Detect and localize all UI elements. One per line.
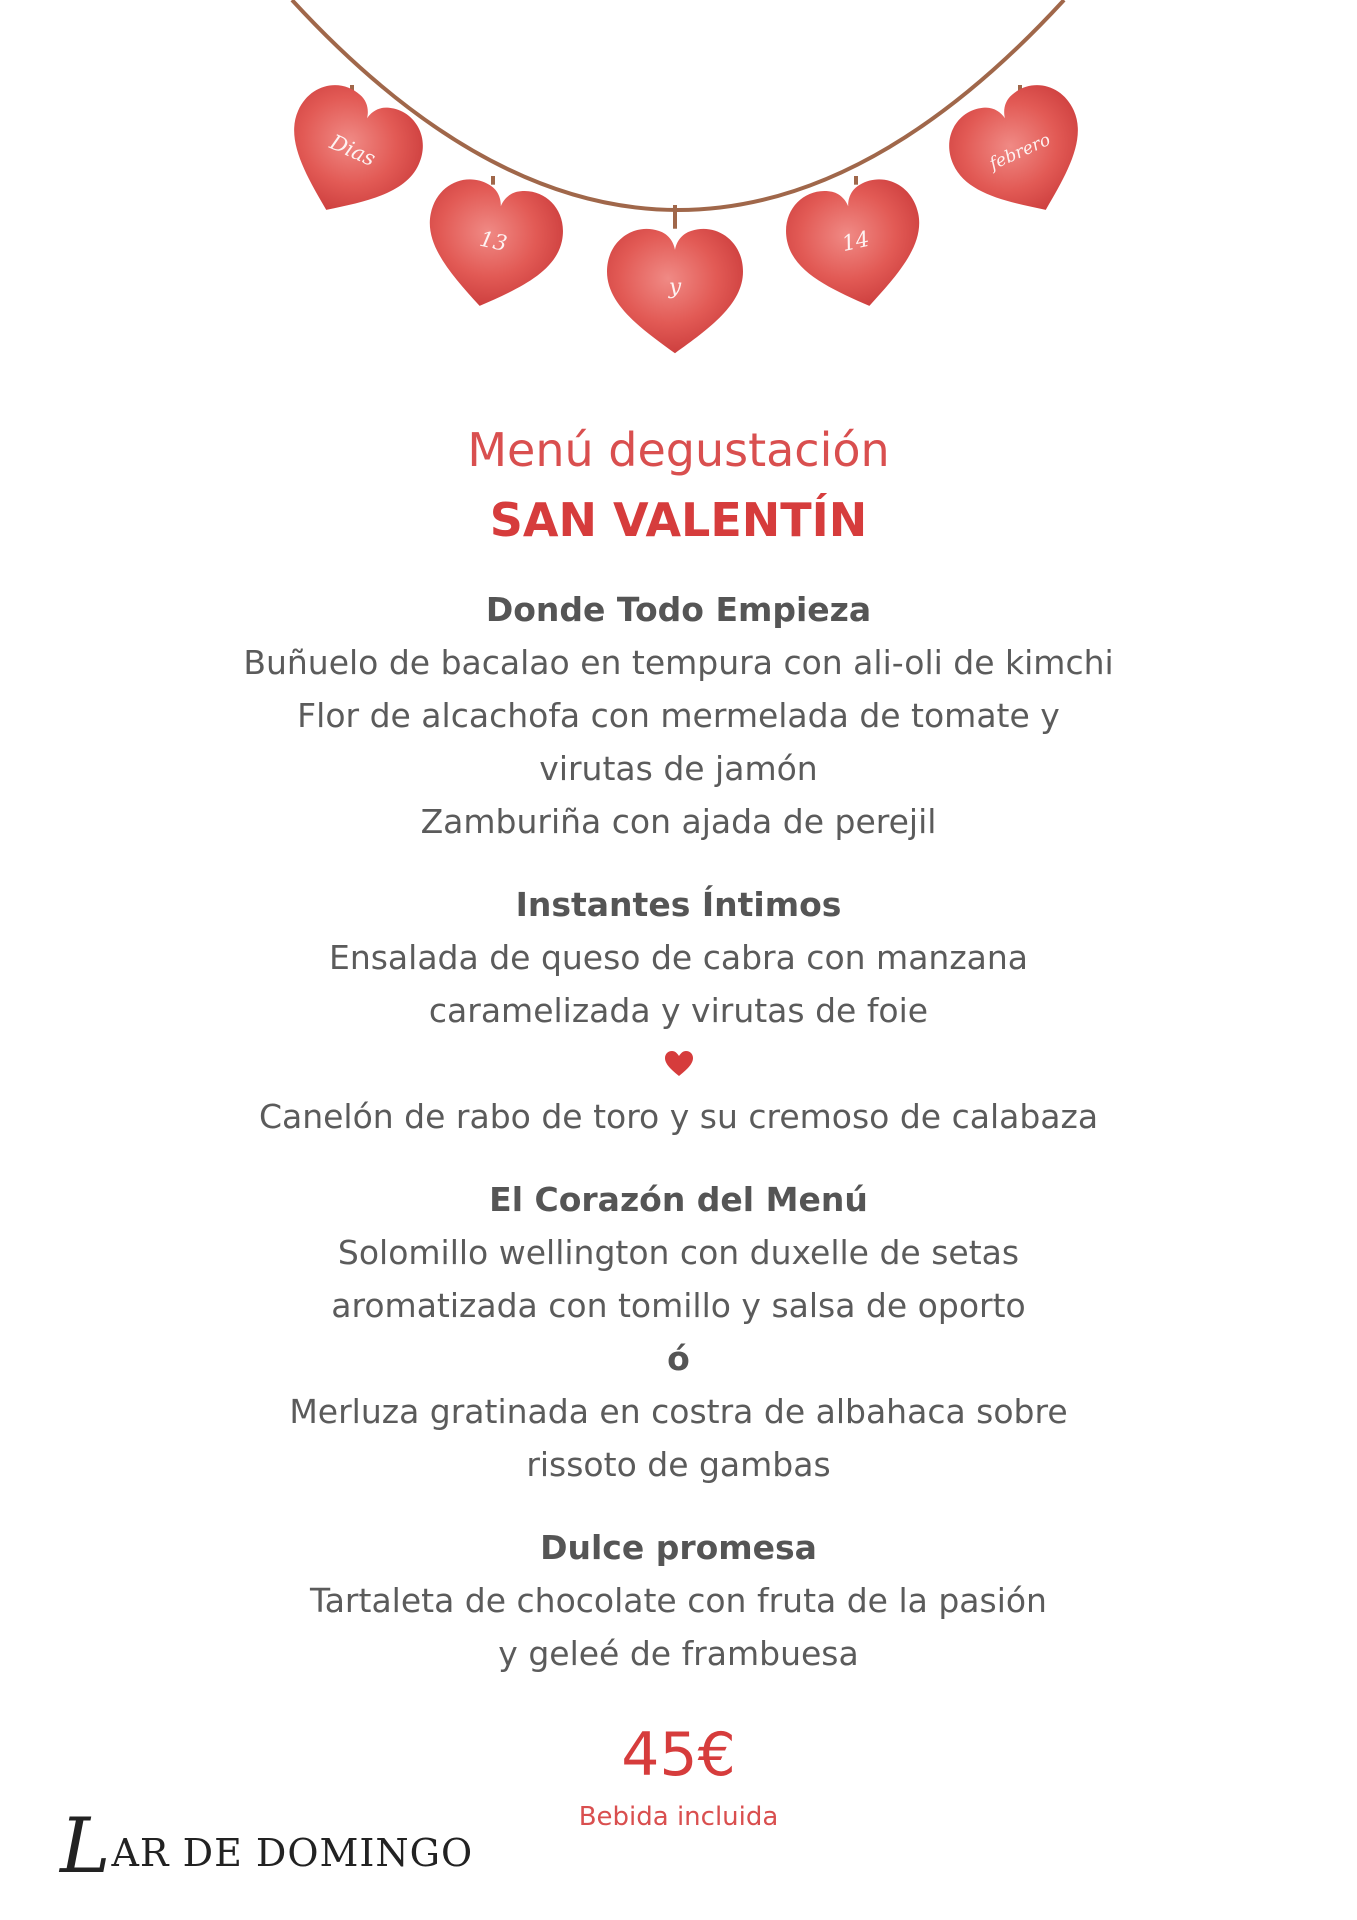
section-title: El Corazón del Menú xyxy=(489,1180,868,1219)
logo-initial: L xyxy=(60,1801,112,1890)
section-instantes-intimos xyxy=(0,878,1357,1143)
or-separator: ó xyxy=(667,1339,690,1378)
heart-garland xyxy=(0,0,1357,400)
dish-line: aromatizada con tomillo y salsa de oporto xyxy=(331,1286,1026,1325)
dish-line: Merluza gratinada en costra de albahaca sobre xyxy=(289,1392,1068,1431)
restaurant-logo xyxy=(60,1801,474,1890)
section-dulce-promesa xyxy=(0,1521,1357,1680)
heart-icon xyxy=(778,172,935,320)
logo-name: AR DE DOMINGO xyxy=(111,1831,474,1875)
dish-line: virutas de jamón xyxy=(539,749,818,788)
dish-line: Ensalada de queso de cabra con manzana xyxy=(328,938,1029,977)
heart-icon xyxy=(414,172,571,320)
dish-line: Zamburiña con ajada de perejil xyxy=(420,802,937,841)
price: 45€ xyxy=(621,1720,736,1790)
section-donde-todo-empieza xyxy=(0,583,1357,848)
menu-subtitle: Menú degustación xyxy=(467,423,890,477)
menu-title: SAN VALENTÍN xyxy=(489,493,868,547)
section-title: Donde Todo Empieza xyxy=(485,590,872,629)
menu-list xyxy=(0,583,1357,1680)
dish-line: Tartaleta de chocolate con fruta de la pasión xyxy=(310,1581,1047,1620)
dish-line: Canelón de rabo de toro y su cremoso de calabaza xyxy=(258,1097,1099,1136)
heart-icon xyxy=(607,229,743,353)
section-title: Instantes Íntimos xyxy=(515,885,842,924)
section-title: Dulce promesa xyxy=(540,1528,817,1567)
heart-icon xyxy=(0,1037,1357,1090)
dish-line: y geleé de frambuesa xyxy=(498,1634,859,1673)
dish-line: Flor de alcachofa con mermelada de tomate y xyxy=(297,696,1060,735)
dish-line: Solomillo wellington con duxelle de setas xyxy=(337,1233,1020,1272)
section-corazon-del-menu xyxy=(0,1173,1357,1491)
heart-label: y xyxy=(668,274,682,300)
heart-label: Dias xyxy=(326,128,380,171)
heart-label: 14 xyxy=(839,226,872,257)
heart-label: febrero xyxy=(986,130,1054,175)
heart-label: 13 xyxy=(477,226,510,257)
price-note: Bebida incluida xyxy=(578,1802,779,1832)
dish-line: rissoto de gambas xyxy=(526,1445,831,1484)
heart-icon xyxy=(266,73,436,237)
dish-line: Buñuelo de bacalao en tempura con ali-oli de kimchi xyxy=(243,643,1114,682)
dish-line: caramelizada y virutas de foie xyxy=(428,991,929,1030)
